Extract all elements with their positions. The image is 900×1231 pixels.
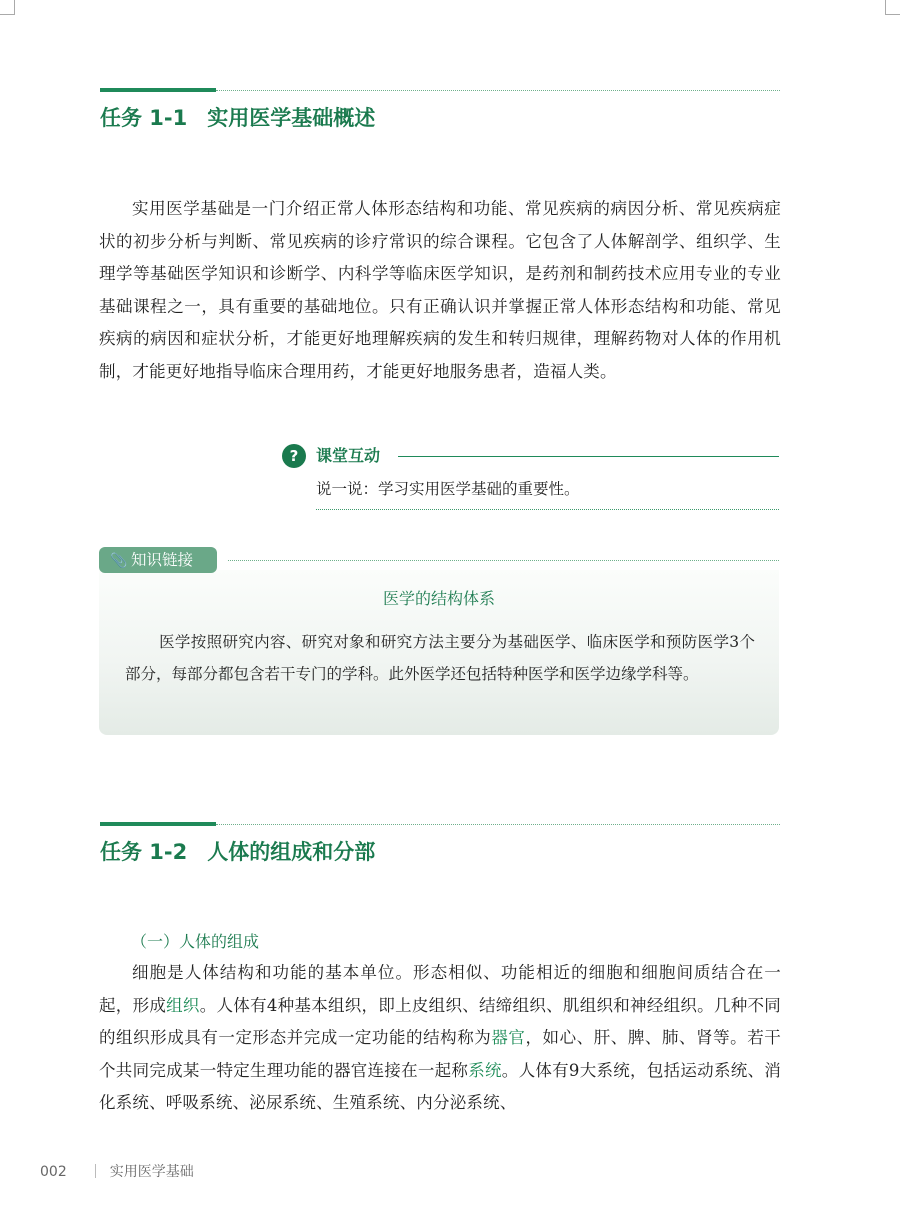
heading-dotted-rule <box>216 90 780 91</box>
heading-accent-bar <box>100 822 216 826</box>
interaction-prompt: 说一说：学习实用医学基础的重要性。 <box>316 480 580 498</box>
term-system: 系统 <box>468 1060 502 1080</box>
crop-mark-right <box>885 0 900 15</box>
paragraph-text: 。人体有9大系统，包括运动系统、消化系统、呼吸系统、泌尿系统、生殖系统、内分泌系统、 <box>99 1060 782 1112</box>
knowledge-link-tag <box>99 547 217 573</box>
page-footer <box>40 1161 194 1183</box>
intro-paragraph: 实用医学基础是一门介绍正常人体形态结构和功能、常见疾病的病因分析、常见疾病症状的初步分析与判断、常见疾病的诊疗常识的综合课程。它包含了人体解剖学、组织学、生理学等基础医学知识和诊断学、内科学等临床医学知识，是药剂和制药技术应用专业的专业基础课程之一，具有重要的基础地位。只有正确认识并掌握正常人体形态结构和功能、常见疾病的病因和症状分析，才能更好地理解疾病的发生和转归规律，理解药物对人体的作用机制，才能更好地指导临床合理用药，才能更好地服务患者，造福人类。 <box>99 199 781 381</box>
book-title: 实用医学基础 <box>109 1164 194 1180</box>
knowledge-link-body: 医学按照研究内容、研究对象和研究方法主要分为基础医学、临床医学和预防医学3个部分，每部分都包含若干专门的学科。此外医学还包括特种医学和医学边缘学科等。 <box>125 633 755 683</box>
term-tissue: 组织 <box>166 995 200 1015</box>
task-name: 人体的组成和分部 <box>207 840 376 864</box>
heading-dotted-rule <box>216 824 780 825</box>
paperclip-icon: 📎 <box>110 553 128 569</box>
task-title <box>100 836 375 866</box>
paragraph-text: ，如心、肝、脾、肺、肾等。若干个共同完成某一特定生理功能的器官连接在一起称 <box>99 1028 782 1080</box>
heading-accent-bar <box>100 88 216 92</box>
knowledge-link-title: 医学的结构体系 <box>382 589 495 608</box>
footer-divider <box>95 1164 96 1178</box>
task-title <box>100 102 375 132</box>
term-organ: 器官 <box>491 1028 526 1047</box>
task-name: 实用医学基础概述 <box>207 106 376 130</box>
task-number: 任务 1-1 <box>100 106 188 130</box>
knowledge-link-label: 知识链接 <box>131 551 194 569</box>
body-paragraph <box>99 957 781 1120</box>
task-number: 任务 1-2 <box>100 840 188 864</box>
question-mark-icon: ? <box>282 444 306 468</box>
interaction-rule <box>398 456 779 457</box>
paragraph-text: 。人体有4种基本组织，即上皮组织、结缔组织、肌组织和神经组织。几种不同的组织形成具有一定形态并完成一定功能的结构称为 <box>99 995 782 1047</box>
page-number: 002 <box>40 1164 67 1180</box>
interaction-title: 课堂互动 <box>316 446 381 465</box>
section-heading: （一）人体的组成 <box>131 932 260 951</box>
interaction-dotted-rule <box>316 509 779 510</box>
knowledge-link-dotted-rule <box>228 560 779 561</box>
paragraph-text: 细胞是人体结构和功能的基本单位。形态相似、功能相近的细胞和细胞间质结合在一起，形成 <box>99 963 781 1015</box>
crop-mark-left <box>0 0 15 15</box>
